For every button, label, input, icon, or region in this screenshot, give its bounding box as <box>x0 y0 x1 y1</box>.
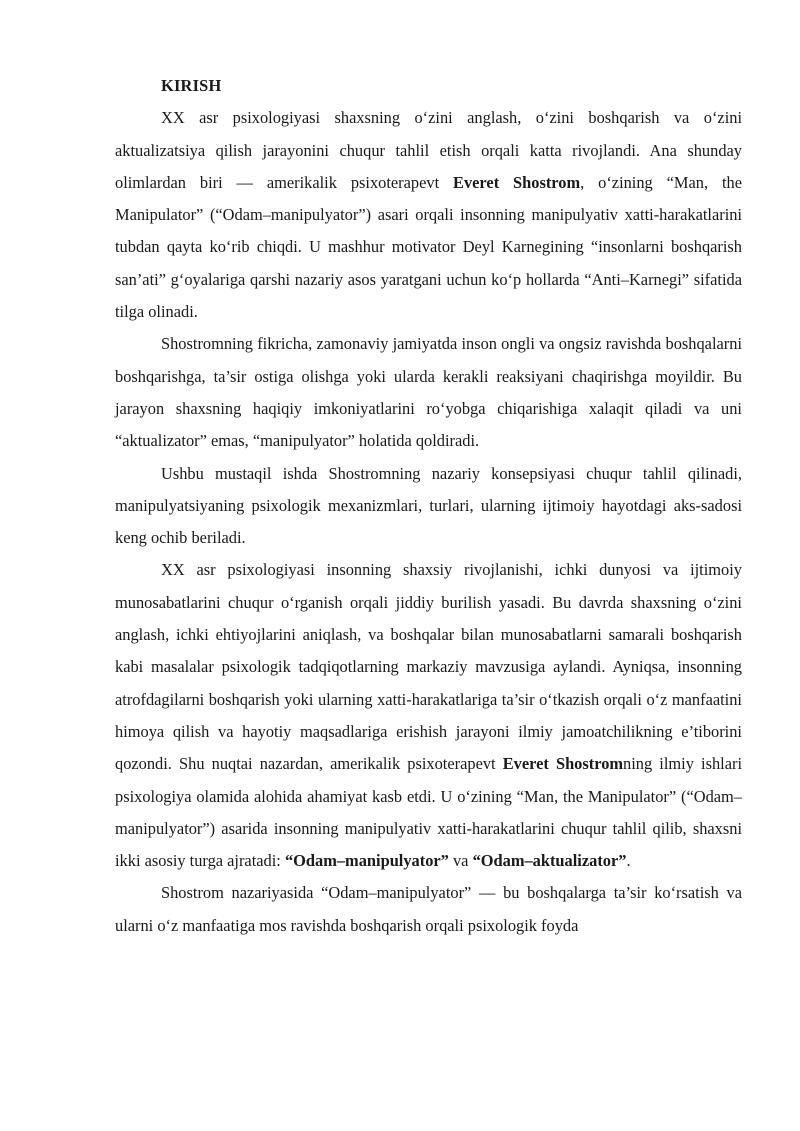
body-paragraph <box>115 458 742 555</box>
bold-text-run: Everet Shostrom <box>502 754 624 774</box>
body-paragraph <box>115 877 742 942</box>
text-run: ning ilmiy ishlari psixologiya olamida alohida ahamiyat kasb etdi. U o‘zining “Man, the Manipulator” (“Odam–manipulyator”) asarida insonning manipulyativ xatti-harakatlarini chuqur tahlil qilib, shaxsni ikki asosiy turga ajratadi: <box>115 754 742 871</box>
body-paragraph <box>115 102 742 328</box>
text-run: XX asr psixologiyasi shaxsning o‘zini anglash, o‘zini boshqarish va o‘zini aktualizatsiya qilish jarayonini chuqur tahlil etish orqali katta rivojlandi. Ana shunday olimlardan biri — amerikalik psixoterapevt <box>115 108 742 192</box>
text-run: Shostromning fikricha, zamonaviy jamiyatda inson ongli va ongsiz ravishda boshqalarni boshqarishga, ta’sir ostiga olishga yoki ularda kerakli reaksiyani chaqirishga moyildir. Bu jarayon shaxsning haqiqiy imkoniyatlarini ro‘yobga chiqarishiga xalaqit qiladi va uni “aktualizator” emas, “manipulyator” holatida qoldiradi. <box>115 334 742 451</box>
section-heading: KIRISH <box>161 76 222 95</box>
document-body <box>115 70 742 942</box>
text-run: , o‘zining “Man, the Manipulator” (“Odam–manipulyator”) asari orqali insonning manipulyativ xatti-harakatlarini tubdan qayta ko‘rib chiqdi. U mashhur motivator Deyl Karnegining “insonlarni boshqarish san’ati” g‘oyalariga qarshi nazariy asos yaratgani uchun ko‘p hollarda “Anti–Karnegi” sifatida tilga olinadi. <box>115 172 742 322</box>
bold-text-run: “Odam–manipulyator” <box>284 851 449 871</box>
text-run: Ushbu mustaqil ishda Shostromning nazariy konsepsiyasi chuqur tahlil qilinadi, manipulyatsiyaning psixologik mexanizmlari, turlari, ularning ijtimoiy hayotdagi aks-sadosi keng ochib beriladi. <box>115 463 742 548</box>
body-paragraph <box>115 328 742 457</box>
bold-text-run: “Odam–aktualizator” <box>472 851 627 871</box>
bold-text-run: Everet Shostrom <box>453 172 581 192</box>
paragraph-list <box>115 102 742 942</box>
text-run: XX asr psixologiyasi insonning shaxsiy rivojlanishi, ichki dunyosi va ijtimoiy munosabatlarini chuqur o‘rganish orqali jiddiy burilish yasadi. Bu davrda shaxsning o‘zini anglash, ichki ehtiyojlarini aniqlash, va boshqalar bilan munosabatlarni samarali boshqarish kabi masalalar psixologik tadqiqotlarning markaziy mavzusiga aylandi. Ayniqsa, insonning atrofdagilarni boshqarish yoki ularning xatti-harakatlariga ta’sir o‘tkazish orqali o‘z manfaatini himoya qilish va hayotiy maqsadlariga erishish jarayoni ilmiy jamoatchilikning e’tiborini qozondi. Shu nuqtai nazardan, amerikalik psixoterapevt <box>115 560 742 774</box>
text-run: va <box>448 851 473 871</box>
text-run: . <box>626 851 631 871</box>
text-run: Shostrom nazariyasida “Odam–manipulyator” — bu boshqalarga ta’sir ko‘rsatish va ularni o‘z manfaatiga mos ravishda boshqarish orqali psixologik foyda <box>115 883 742 935</box>
body-paragraph <box>115 554 742 877</box>
